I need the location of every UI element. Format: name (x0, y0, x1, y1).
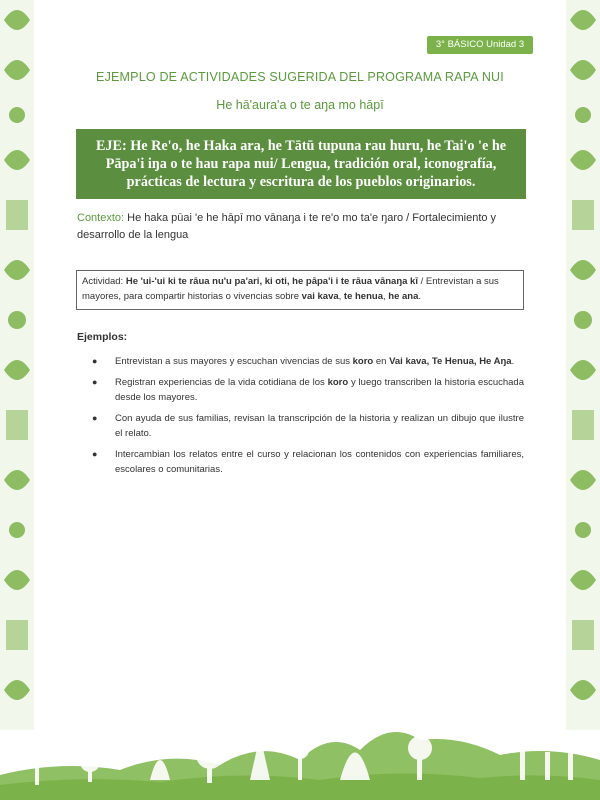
actividad-sep: , (382, 291, 389, 302)
actividad-sep: , (338, 291, 344, 302)
actividad-label: Actividad: (82, 276, 126, 287)
bullet-icon: ● (92, 412, 98, 423)
list-item-text: Entrevistan a sus mayores y escuchan vivencias de sus (115, 356, 353, 367)
list-item-text: Intercambian los relatos entre el curso y relacionan los contenidos con experiencias familiares, escolares o comunitarias. (115, 448, 524, 475)
contexto-label: Contexto: (77, 212, 125, 224)
actividad-end: . (418, 291, 422, 302)
page-subtitle: He hā'aura'a o te aŋa mo hāpī (216, 98, 384, 112)
actividad-text: / Entrevistan a sus mayores, para compartir historias o vivencias sobre (82, 276, 499, 302)
list-item-text: en (373, 356, 390, 367)
eje-text: EJE: He Re'o, he Haka ara, he Tātū tupuna rau huru, he Tai'o 'e he Pāpa'i iŋa o te hau rapa nui/ Lengua, tradición oral, iconografía, prácticas de lectura y escritura de los pueblos originarios. (95, 138, 507, 190)
landscape-illustration (0, 680, 600, 800)
bullet-icon: ● (92, 448, 98, 459)
actividad-box (76, 270, 524, 310)
page-title: EJEMPLO DE ACTIVIDADES SUGERIDA DEL PROGRAMA RAPA NUI (96, 70, 504, 84)
list-item (92, 447, 524, 478)
list-item-text: y luego transcriben la historia escuchada desde los mayores. (115, 376, 524, 403)
actividad-term-vai-kava: vai kava (301, 291, 339, 302)
bullet-icon: ● (92, 356, 98, 366)
actividad-term-he-ana: he ana (388, 291, 419, 302)
list-item-bold: koro (352, 356, 374, 367)
list-item-text: Registran experiencias de la vida cotidiana de los (115, 376, 328, 388)
contexto-paragraph (77, 210, 527, 244)
actividad-rapanui: He 'ui-'ui ki te rāua nu'u pa'ari, ki oti, he pāpa'i i te rāua vānaŋa kī (125, 276, 418, 287)
contexto-text: He haka pūai 'e he hāpī mo vānaŋa i te re'o mo ta'e ŋaro / Fortalecimiento y desarrollo de la lengua (77, 212, 497, 241)
ejemplos-heading: Ejemplos: (77, 331, 128, 343)
list-item (92, 375, 524, 406)
actividad-term-te-henua: te henua (343, 291, 383, 302)
decorative-border-right (566, 0, 600, 730)
list-item (92, 411, 524, 442)
decorative-border-left (0, 0, 34, 730)
eje-banner (76, 129, 526, 199)
bullet-icon: ● (92, 376, 98, 387)
grade-unit-badge: 3° BÁSICO Unidad 3 (427, 36, 533, 54)
list-item-text: . (511, 356, 515, 367)
list-item-bold: Vai kava, Te Henua, He Aŋa (389, 356, 512, 367)
list-item (92, 354, 524, 370)
list-item-text: Con ayuda de sus familias, revisan la transcripción de la historia y realizan un dibujo que ilustre el relato. (115, 412, 524, 439)
ejemplos-list (92, 354, 524, 483)
list-item-bold: koro (327, 376, 349, 388)
